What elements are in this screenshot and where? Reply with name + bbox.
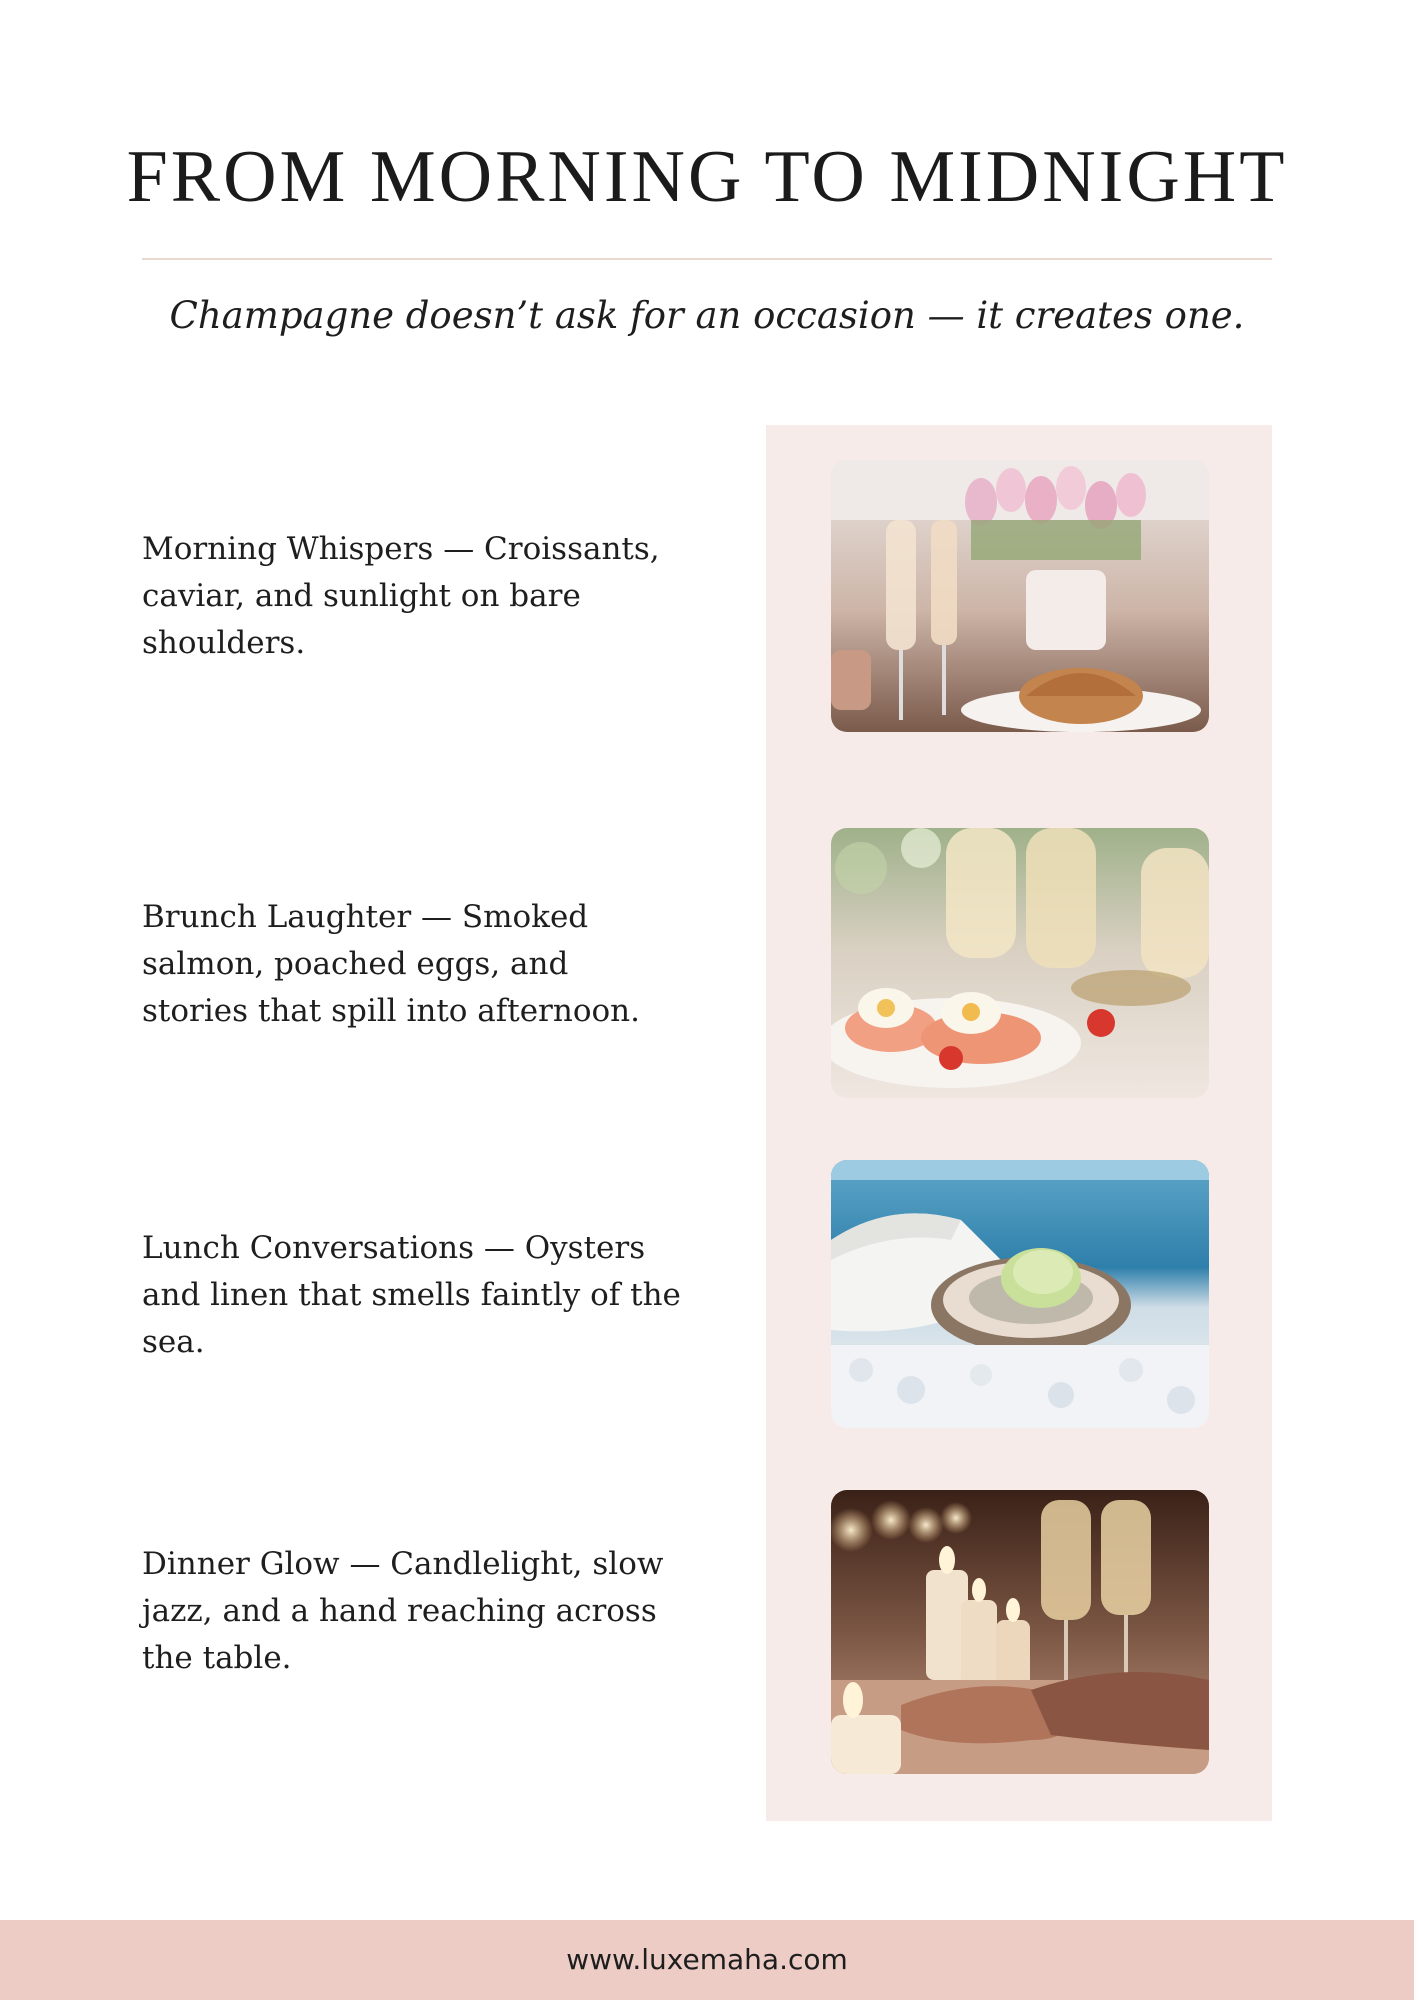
item-brunch-text: Brunch Laughter — Smoked salmon, poached eggs, and stories that spill into afternoon. [142,899,640,1029]
item-dinner-text: Dinner Glow — Candlelight, slow jazz, and a hand reaching across the table. [142,1546,664,1676]
oyster-on-ice-photo [831,1160,1209,1428]
footer-website-link[interactable]: www.luxemaha.com [566,1943,848,1976]
page-subtitle: Champagne doesn’t ask for an occasion — it creates one. [169,294,1245,337]
candlelight-dinner-photo [831,1490,1209,1774]
page-title: FROM MORNING TO MIDNIGHT [126,136,1288,218]
title-divider [142,258,1272,260]
morning-brunch-table-photo [831,460,1209,732]
salmon-eggs-champagne-photo [831,828,1209,1098]
item-morning-text: Morning Whispers — Croissants, caviar, and sunlight on bare shoulders. [142,531,660,661]
footer-bar [0,1920,1414,2000]
item-lunch-text: Lunch Conversations — Oysters and linen that smells faintly of the sea. [142,1230,681,1360]
